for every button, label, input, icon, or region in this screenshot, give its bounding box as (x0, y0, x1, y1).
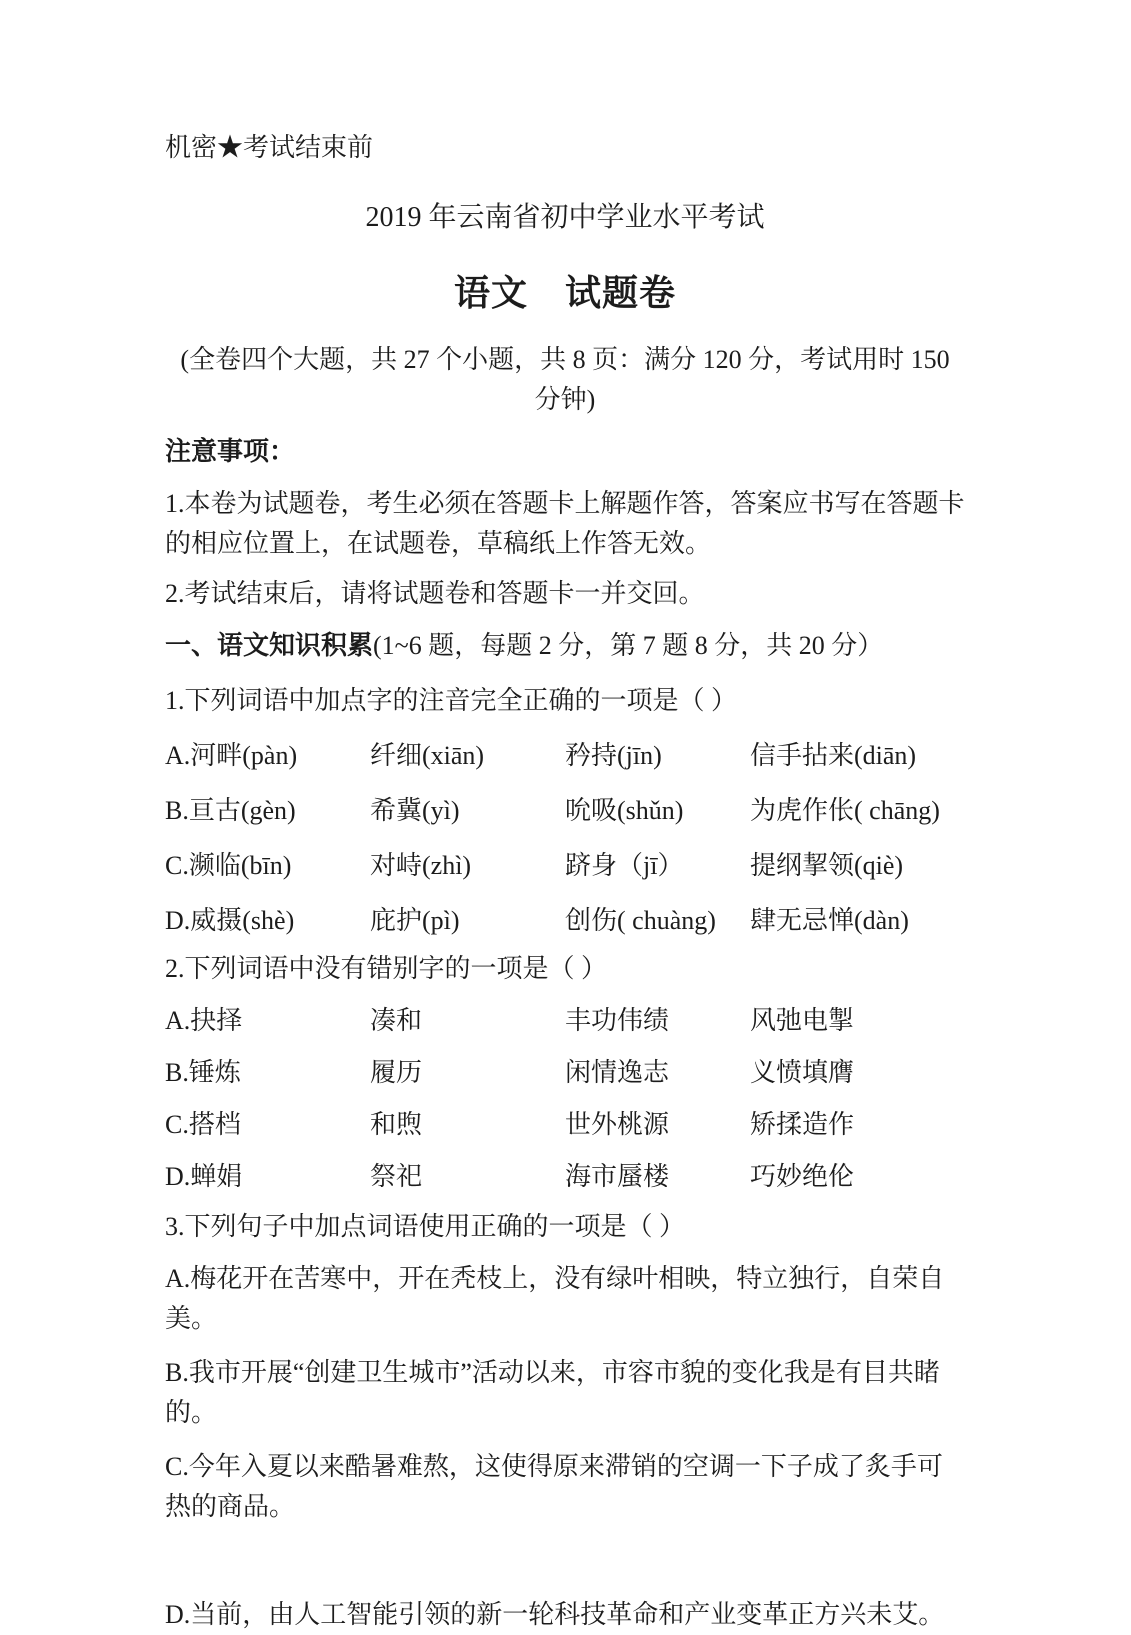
notice-item-1: 1.本卷为试题卷，考生必须在答题卡上解题作答，答案应书写在答题卡的相应位置上，在试题卷，草稿纸上作答无效。 (165, 489, 965, 558)
section-one-title: 一、语文知识积累 (165, 631, 374, 660)
option-cell: 纤细(xiān) (370, 741, 485, 770)
option-cell: 闲情逸志 (565, 1058, 670, 1087)
question-2-option-row-a (165, 1001, 965, 1041)
question-2-option-row-c (165, 1105, 965, 1145)
question-3-option-a: A.梅花开在苦寒中，开在秃枝上，没有绿叶相映，特立独行，自荣自美。 (165, 1264, 945, 1333)
section-one-score-note: (1~6 题，每题 2 分，第 7 题 8 分，共 20 分） (373, 631, 884, 660)
question-3 (165, 1207, 965, 1635)
question-2-option-row-b (165, 1053, 965, 1093)
option-cell: D.蝉娟 (165, 1162, 243, 1191)
question-3-option-b: B.我市开展“创建卫生城市”活动以来，市容市貌的变化我是有目共睹的。 (165, 1358, 940, 1427)
question-2-option-row-d (165, 1157, 965, 1197)
question-1-option-row-c (165, 846, 965, 886)
option-cell: 提纲挈领(qiè) (750, 851, 904, 880)
paper-title: 语文 试题卷 (453, 273, 676, 313)
option-cell: 世外桃源 (565, 1110, 670, 1139)
question-1-option-row-d (165, 901, 965, 941)
option-cell: 为虎作伥( chāng) (750, 796, 940, 825)
question-3-option-d: D.当前，由人工智能引领的新一轮科技革命和产业变革正方兴未艾。 (165, 1600, 945, 1629)
option-cell: 义愤填膺 (750, 1058, 855, 1087)
question-2-stem: 2.下列词语中没有错别字的一项是（ ） (165, 954, 608, 983)
question-3-stem: 3.下列句子中加点词语使用正确的一项是（ ） (165, 1212, 686, 1241)
option-cell: 海市蜃楼 (565, 1162, 670, 1191)
notice-item-2: 2.考试结束后，请将试题卷和答题卡一并交回。 (165, 579, 705, 608)
classification-label: 机密★考试结束前 (165, 133, 374, 162)
option-cell: 丰功伟绩 (565, 1006, 670, 1035)
option-cell: 肆无忌惮(dàn) (750, 906, 909, 935)
option-cell: 创伤( chuàng) (565, 906, 716, 935)
paper-info: (全卷四个大题，共 27 个小题，共 8 页：满分 120 分，考试用时 150 分钟) (180, 345, 950, 414)
option-cell: 对峙(zhì) (370, 851, 472, 880)
question-2 (165, 949, 965, 1197)
option-cell: C.搭档 (165, 1110, 241, 1139)
option-cell: B.亘古(gèn) (165, 796, 296, 825)
option-cell: 庇护(pì) (370, 906, 460, 935)
option-cell: A.河畔(pàn) (165, 741, 298, 770)
option-cell: C.濒临(bīn) (165, 851, 292, 880)
question-1 (165, 681, 965, 941)
option-cell: B.锤炼 (165, 1058, 241, 1087)
question-1-option-row-b (165, 791, 965, 831)
option-cell: 信手拈来(diān) (750, 741, 917, 770)
option-cell: 希冀(yì) (370, 796, 460, 825)
exam-title: 2019 年云南省初中学业水平考试 (365, 202, 765, 233)
question-3-option-c: C.今年入夏以来酷暑难熬，这使得原来滞销的空调一下子成了炙手可热的商品。 (165, 1452, 943, 1521)
option-cell: A.抉择 (165, 1006, 243, 1035)
option-cell: 凑和 (370, 1006, 423, 1035)
option-cell: 和煦 (370, 1110, 423, 1139)
option-cell: 跻身（jī） (565, 851, 684, 880)
option-cell: 巧妙绝伦 (750, 1162, 855, 1191)
question-1-stem: 1.下列词语中加点字的注音完全正确的一项是（ ） (165, 686, 738, 715)
section-one-heading (165, 626, 965, 666)
option-cell: 风弛电掣 (750, 1006, 855, 1035)
option-cell: D.威摄(shè) (165, 906, 295, 935)
option-cell: 矫揉造作 (750, 1110, 855, 1139)
option-cell: 祭祀 (370, 1162, 423, 1191)
notice-heading: 注意事项： (165, 437, 296, 466)
question-1-option-row-a (165, 736, 965, 776)
option-cell: 矜持(jīn) (565, 741, 662, 770)
option-cell: 吮吸(shǔn) (565, 796, 684, 825)
option-cell: 履历 (370, 1058, 423, 1087)
